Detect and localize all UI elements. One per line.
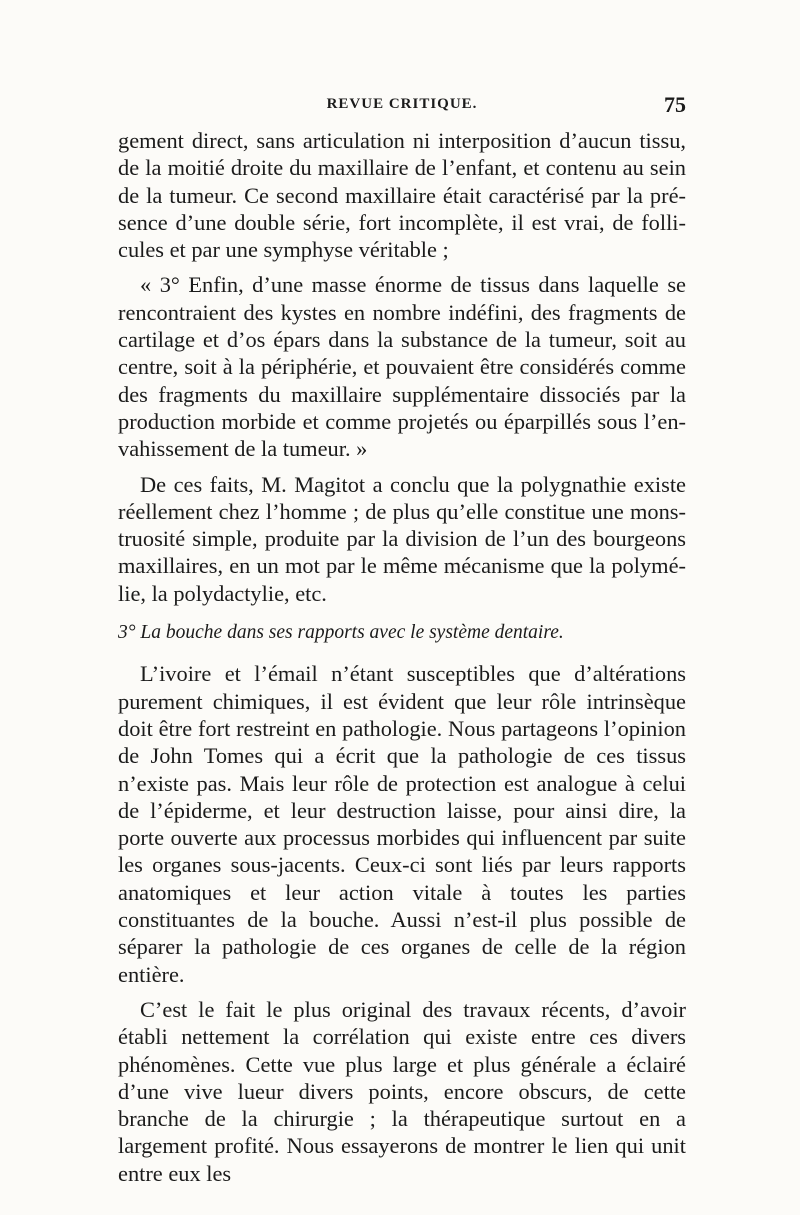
paragraph: « 3° Enfin, d’une masse énorme de tissus dans laquelle se rencontraient des kystes en nombre indéfini, des fragments de cartilage et d’os épars dans la substance de la tumeur, soit au centre, soit à la périphérie, et pouvaient être considérés comme des fragments du maxillaire supplémentaire dissociés par la production morbide et comme projetés ou éparpillés sous l’envahissement de la tumeur. » xyxy=(118,272,686,462)
paragraph: L’ivoire et l’émail n’étant susceptibles que d’altérations purement chimiques, il est évident que leur rôle intrinsèque doit être fort restreint en pathologie. Nous partageons l’opinion de John Tomes qui a écrit que la pathologie de ces tissus n’existe pas. Mais leur rôle de protection est analogue à celui de l’épiderme, et leur destruction laisse, pour ainsi dire, la porte ouverte aux processus morbides qui influencent par suite les organes sous-jacents. Ceux-ci sont liés par leurs rapports anatomiques et leur action vitale à toutes les parties constituantes de la bouche. Aussi n’est-il plus possible de séparer la pathologie de ces organes de celle de la région entière. xyxy=(118,661,686,987)
paragraph: De ces faits, M. Magitot a conclu que la polygnathie existe réellement chez l’homme ; de plus qu’elle constitue une monstruosité simple, produite par la division de l’un des bourgeons maxillaires, en un mot par le même mécanisme que la polymélie, la polydactylie, etc. xyxy=(118,471,686,606)
paragraph: C’est le fait le plus original des travaux récents, d’avoir établi nettement la corrélation qui existe entre ces divers phénomènes. Cette vue plus large et plus générale a éclairé d’une vive lueur divers points, encore obscurs, de cette branche de la chirurgie ; la thérapeutique surtout en a largement profité. Nous essayerons de montrer le lien qui unit entre eux les xyxy=(118,996,686,1186)
running-head xyxy=(118,92,686,122)
running-title: REVUE CRITIQUE. xyxy=(326,96,478,112)
page-number: 75 xyxy=(664,92,686,117)
paragraph: gement direct, sans articulation ni interposition d’aucun tissu, de la moitié droite du maxillaire de l’enfant, et contenu au sein de la tumeur. Ce second maxillaire était caractérisé par la présence d’une double série, fort incomplète, il est vrai, de follicules et par une symphyse véritable ; xyxy=(118,128,686,263)
section-heading: 3° La bouche dans ses rapports avec le système dentaire. xyxy=(118,622,564,644)
body-text xyxy=(118,127,686,1195)
